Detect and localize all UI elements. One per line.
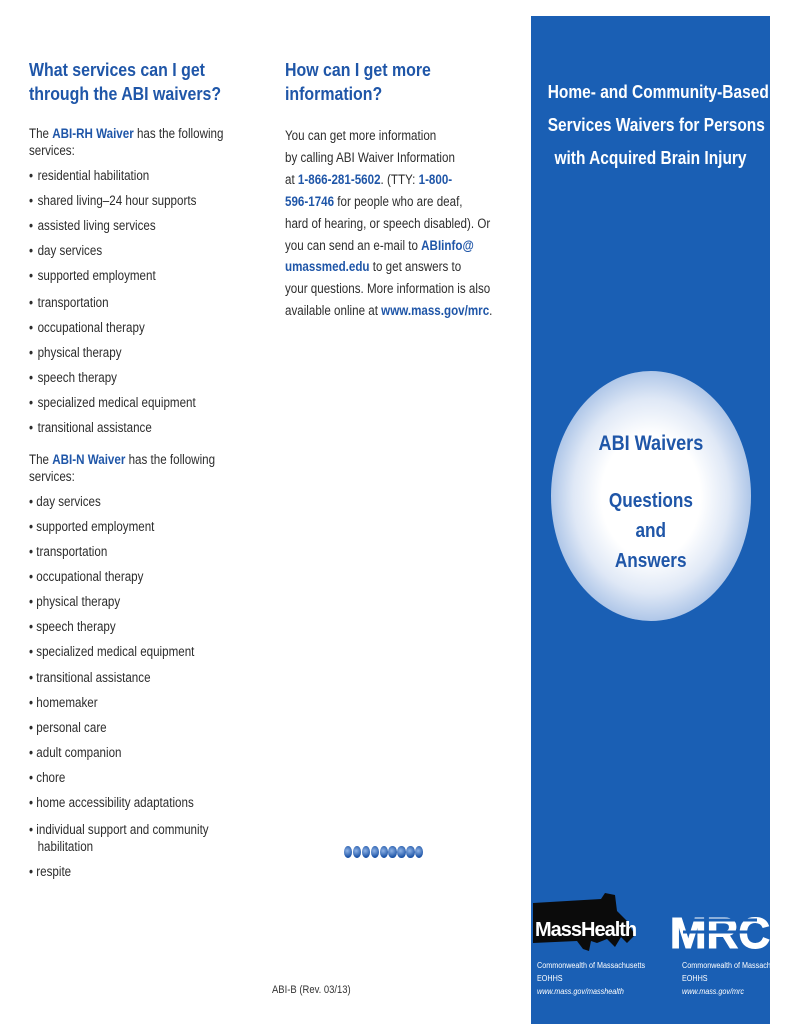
mrc-url[interactable]: www.mass.gov/mrc bbox=[682, 987, 745, 996]
list-item-label: assisted living services bbox=[37, 218, 156, 233]
info-line: for people who are deaf, bbox=[334, 193, 463, 209]
list-item-label: physical therapy bbox=[36, 594, 121, 609]
list-item-label: residential habilitation bbox=[37, 168, 150, 183]
info-line: at bbox=[285, 171, 298, 187]
list-item bbox=[29, 644, 194, 661]
bullet-icon: • bbox=[29, 720, 37, 735]
list-item bbox=[29, 745, 122, 762]
masshealth-logo: MassHealth bbox=[535, 919, 637, 941]
bullet-icon: • bbox=[29, 494, 37, 509]
list-item bbox=[29, 770, 65, 787]
masshealth-url[interactable]: www.mass.gov/masshealth bbox=[537, 987, 624, 996]
n-intro-text-after: has the following bbox=[125, 452, 216, 467]
bullet-icon: • bbox=[29, 395, 34, 410]
n-waiver-name: ABI-N Waiver bbox=[52, 452, 126, 467]
decorative-dots bbox=[344, 846, 424, 860]
list-item-label: transportation bbox=[37, 295, 109, 310]
bullet-icon: • bbox=[29, 864, 37, 879]
circle-title-text: ABI Waivers bbox=[598, 432, 703, 455]
rh-intro-text: The bbox=[29, 126, 53, 141]
caption-line: EOHHS bbox=[682, 974, 708, 983]
cover-title bbox=[531, 76, 770, 175]
bullet-icon: • bbox=[29, 295, 34, 310]
list-item bbox=[29, 395, 196, 412]
bullet-icon: • bbox=[29, 745, 37, 760]
circle-subtitle bbox=[531, 486, 770, 576]
list-item-label: adult companion bbox=[36, 745, 122, 760]
bullet-icon: • bbox=[29, 268, 34, 283]
bullet-icon: • bbox=[29, 544, 37, 559]
bullet-icon: • bbox=[29, 695, 37, 710]
list-item-label: day services bbox=[37, 243, 103, 258]
rh-intro-line2: services: bbox=[29, 143, 75, 158]
list-item bbox=[29, 320, 145, 337]
bullet-icon: • bbox=[29, 594, 37, 609]
info-line: hard of hearing, or speech disabled). Or bbox=[285, 215, 491, 231]
info-heading bbox=[285, 58, 431, 106]
list-item-label: occupational therapy bbox=[37, 320, 145, 335]
list-item-label: transitional assistance bbox=[37, 420, 152, 435]
n-intro-text: The bbox=[29, 452, 53, 467]
bullet-icon: • bbox=[29, 193, 34, 208]
bullet-icon: • bbox=[29, 770, 37, 785]
list-item-label: shared living–24 hour supports bbox=[37, 193, 197, 208]
list-item-label: supported employment bbox=[36, 519, 155, 534]
mrc-logo-text: MRC bbox=[669, 909, 771, 958]
list-item bbox=[29, 345, 122, 362]
info-line: . bbox=[489, 303, 493, 319]
bullet-icon: • bbox=[29, 168, 34, 183]
caption-line: Commonwealth of Massachusetts bbox=[682, 961, 790, 970]
list-item bbox=[29, 370, 117, 387]
info-line: you can send an e-mail to bbox=[285, 237, 422, 253]
masshealth-caption bbox=[537, 959, 645, 998]
bullet-icon: • bbox=[29, 243, 34, 258]
n-intro bbox=[29, 451, 215, 485]
list-item-label: specialized medical equipment bbox=[37, 395, 196, 410]
list-item-label: speech therapy bbox=[36, 619, 116, 634]
info-line: . (TTY: bbox=[380, 171, 419, 187]
caption-line: Commonwealth of Massachusetts bbox=[537, 961, 646, 970]
bullet-icon: • bbox=[29, 345, 34, 360]
bullet-icon: • bbox=[29, 218, 34, 233]
list-item bbox=[29, 720, 107, 737]
cover-title-line: Services Waivers for Persons bbox=[547, 115, 765, 135]
list-item-label: transportation bbox=[36, 544, 108, 559]
list-item-label: personal care bbox=[36, 720, 107, 735]
rh-intro bbox=[29, 125, 223, 159]
list-item bbox=[29, 295, 109, 312]
bullet-icon: • bbox=[29, 619, 37, 634]
list-item-label: individual support and community bbox=[36, 822, 209, 837]
list-item bbox=[29, 695, 98, 712]
circle-sub-line: Answers bbox=[614, 550, 687, 572]
list-item bbox=[29, 544, 107, 561]
caption-line: EOHHS bbox=[537, 974, 563, 983]
phone-link[interactable]: 1-866-281-5602 bbox=[297, 171, 381, 187]
email-link-cont[interactable]: umassmed.edu bbox=[285, 259, 370, 275]
bullet-icon: • bbox=[29, 795, 37, 810]
services-heading bbox=[29, 58, 221, 106]
list-item bbox=[29, 822, 209, 855]
revision-label: ABI-B (Rev. 03/13) bbox=[272, 984, 351, 996]
info-line: your questions. More information is also bbox=[285, 281, 491, 297]
cover-title-line: Home- and Community-Based bbox=[547, 82, 769, 102]
list-item bbox=[29, 193, 196, 210]
list-item bbox=[29, 864, 71, 881]
list-item-label-cont: habilitation bbox=[37, 838, 94, 854]
circle-sub-line: and bbox=[635, 520, 666, 542]
list-item-label: supported employment bbox=[37, 268, 156, 283]
info-line: to get answers to bbox=[369, 259, 462, 275]
list-item bbox=[29, 795, 194, 812]
bullet-icon: • bbox=[29, 644, 37, 659]
info-heading-line2: information? bbox=[285, 83, 383, 104]
list-item-label: occupational therapy bbox=[36, 569, 144, 584]
list-item bbox=[29, 569, 143, 586]
mrc-logo-icon bbox=[669, 904, 771, 962]
list-item-label: home accessibility adaptations bbox=[36, 795, 194, 810]
bullet-icon: • bbox=[29, 670, 37, 685]
bullet-icon: • bbox=[29, 420, 34, 435]
mrc-caption bbox=[682, 959, 790, 998]
list-item bbox=[29, 168, 149, 185]
list-item bbox=[29, 519, 154, 536]
list-item-label: respite bbox=[36, 864, 72, 879]
website-link[interactable]: www.mass.gov/mrc bbox=[381, 303, 490, 319]
list-item bbox=[29, 494, 101, 511]
bullet-icon: • bbox=[29, 569, 37, 584]
n-intro-line2: services: bbox=[29, 469, 75, 484]
services-heading-line1: What services can I get bbox=[29, 59, 205, 80]
info-line: by calling ABI Waiver Information bbox=[285, 149, 455, 165]
list-item-label: specialized medical equipment bbox=[36, 644, 195, 659]
circle-sub-line: Questions bbox=[608, 490, 693, 512]
list-item-label: homemaker bbox=[36, 695, 98, 710]
tty-link-cont[interactable]: 596-1746 bbox=[285, 193, 335, 209]
list-item-label: transitional assistance bbox=[36, 670, 151, 685]
bullet-icon: • bbox=[29, 320, 34, 335]
bullet-icon: • bbox=[29, 519, 37, 534]
list-item bbox=[29, 594, 120, 611]
list-item-label: speech therapy bbox=[37, 370, 117, 385]
cover-title-line: with Acquired Brain Injury bbox=[554, 148, 747, 168]
list-item-label: day services bbox=[36, 494, 101, 509]
list-item bbox=[29, 218, 156, 235]
tty-link[interactable]: 1-800- bbox=[418, 171, 453, 187]
list-item bbox=[29, 243, 102, 260]
cover-panel bbox=[531, 16, 790, 1024]
rh-waiver-name: ABI-RH Waiver bbox=[52, 126, 134, 141]
list-item bbox=[29, 670, 151, 687]
list-item bbox=[29, 420, 152, 437]
email-link[interactable]: ABIinfo@ bbox=[421, 237, 474, 253]
bullet-icon: • bbox=[29, 370, 34, 385]
list-item bbox=[29, 268, 156, 285]
bullet-icon: • bbox=[29, 822, 37, 837]
info-line: available online at bbox=[285, 303, 382, 319]
info-paragraph bbox=[285, 125, 492, 322]
services-heading-line2: through the ABI waivers? bbox=[29, 83, 222, 104]
list-item-label: physical therapy bbox=[37, 345, 122, 360]
info-heading-line1: How can I get more bbox=[285, 59, 431, 80]
circle-title bbox=[531, 432, 770, 456]
list-item bbox=[29, 619, 116, 636]
list-item-label: chore bbox=[36, 770, 66, 785]
info-line: You can get more information bbox=[285, 128, 437, 143]
rh-intro-text-after: has the following bbox=[133, 126, 224, 141]
